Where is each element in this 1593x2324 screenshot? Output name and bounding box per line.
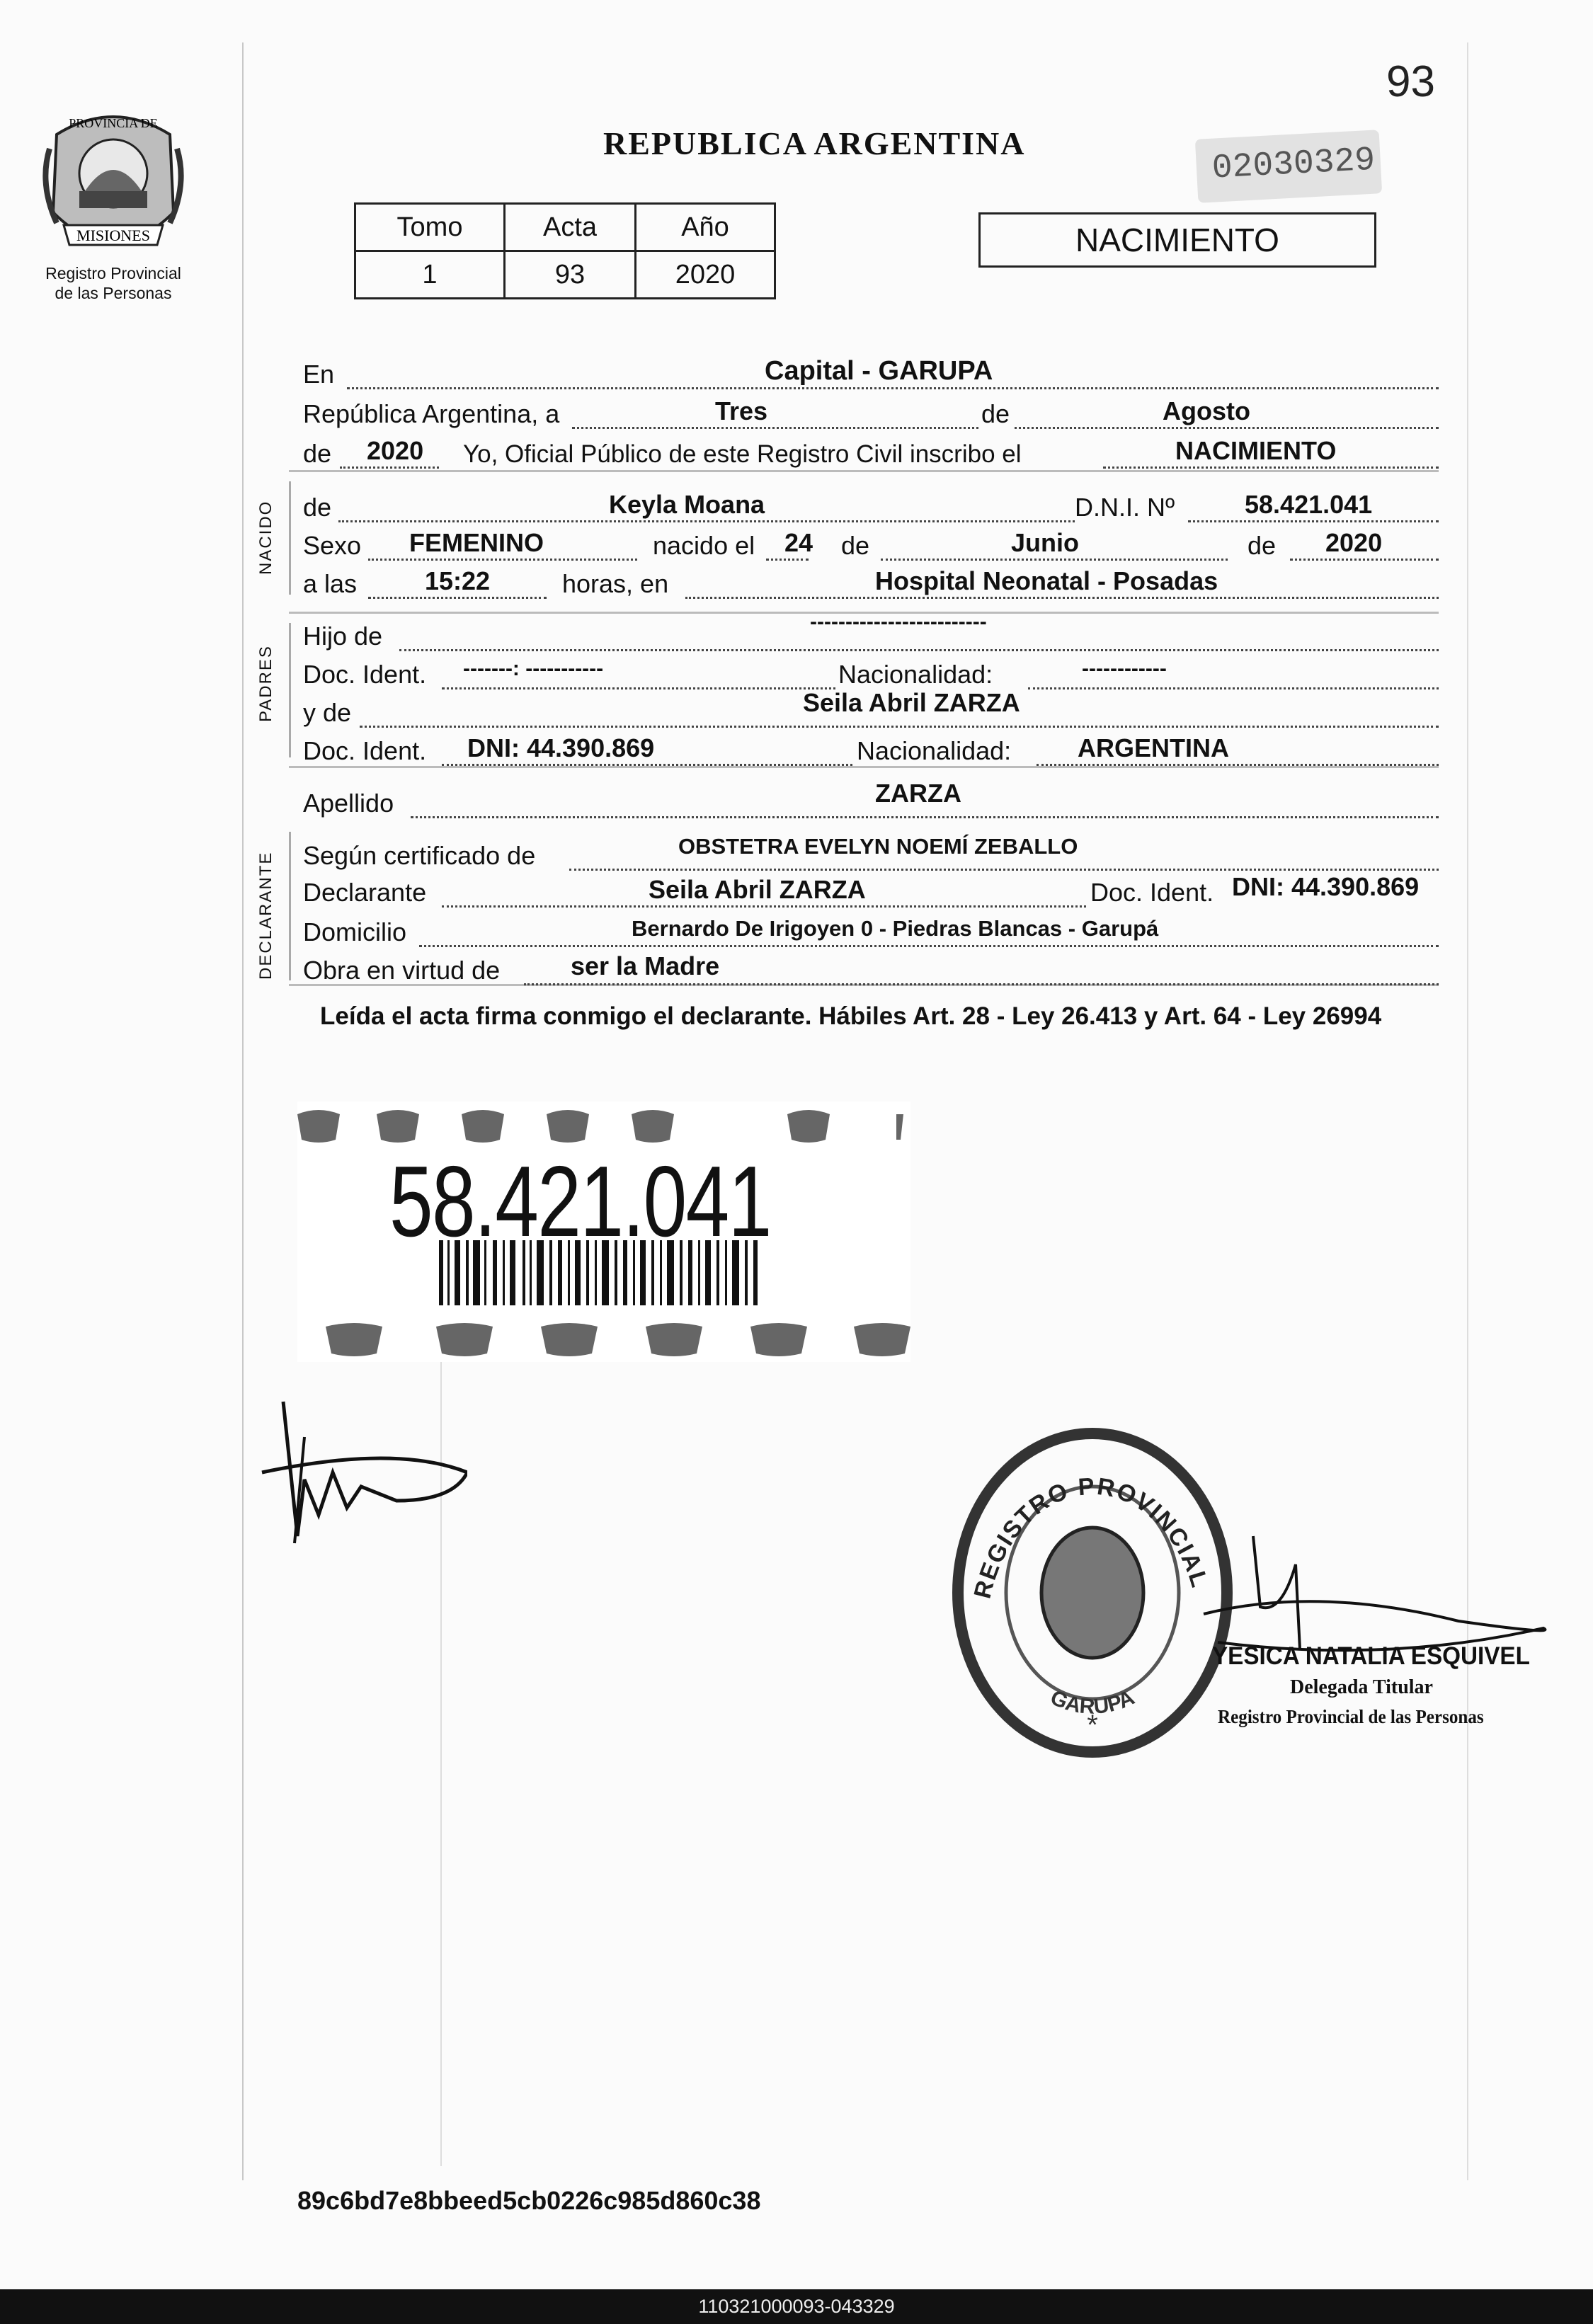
label-alas: a las bbox=[303, 569, 358, 598]
label-horas: horas, en bbox=[562, 569, 669, 598]
signatory-name: YESICA NATALIA ESQUIVEL bbox=[1212, 1642, 1530, 1670]
logo-bottom-text: MISIONES bbox=[76, 227, 150, 244]
row-anio bbox=[303, 433, 1439, 473]
label-obra: Obra en virtud de bbox=[303, 956, 501, 985]
dotted-line bbox=[881, 559, 1228, 561]
value-anio: 2020 bbox=[636, 251, 775, 299]
section-label-declarante: DECLARANTE bbox=[256, 851, 275, 980]
row-apellido bbox=[303, 779, 1439, 823]
row-domicilio bbox=[303, 912, 1439, 951]
label-doc1: Doc. Ident. bbox=[303, 660, 427, 689]
label-yde: y de bbox=[303, 698, 352, 727]
section-bar-nacido bbox=[289, 481, 291, 595]
value-mes: Agosto bbox=[1163, 396, 1250, 425]
section-label-padres: PADRES bbox=[256, 645, 275, 722]
dotted-line bbox=[368, 559, 637, 561]
value-nac-mes: Junio bbox=[1011, 528, 1079, 557]
label-doc2: Doc. Ident. bbox=[303, 736, 427, 765]
value-madre: Seila Abril ZARZA bbox=[803, 688, 1020, 717]
row-doc2 bbox=[303, 731, 1439, 770]
registry-caption-line1: Registro Provincial bbox=[45, 264, 181, 282]
footer-code-bar bbox=[0, 2289, 1593, 2324]
value-nac1: ------------ bbox=[1082, 657, 1167, 680]
registry-caption-line2: de las Personas bbox=[55, 284, 172, 302]
value-tomo: 1 bbox=[355, 251, 505, 299]
label-de-mes: de bbox=[978, 399, 1012, 429]
value-inscribo: NACIMIENTO bbox=[1175, 436, 1337, 465]
signatory-role: Delegada Titular bbox=[1290, 1676, 1433, 1698]
dotted-line bbox=[1290, 559, 1439, 561]
label-domicilio: Domicilio bbox=[303, 917, 407, 946]
dotted-line bbox=[766, 559, 809, 561]
stamp-top-text: REGISTRO PROVINCIAL bbox=[969, 1472, 1214, 1601]
value-doc2: DNI: 44.390.869 bbox=[467, 733, 655, 762]
act-reference-table bbox=[354, 202, 776, 299]
value-nac-dia: 24 bbox=[784, 528, 813, 557]
dotted-line bbox=[399, 649, 1439, 651]
dotted-line bbox=[411, 816, 1439, 818]
value-decl-doc: DNI: 44.390.869 bbox=[1232, 872, 1420, 901]
dotted-line bbox=[685, 597, 1439, 599]
logo-top-text: PROVINCIA DE bbox=[69, 116, 158, 130]
document-hash: 89c6bd7e8bbeed5cb0226c985d860c38 bbox=[297, 2186, 761, 2215]
registry-caption bbox=[28, 263, 198, 303]
dotted-line bbox=[368, 597, 547, 599]
dni-label-number: 58.421.041 bbox=[389, 1145, 771, 1258]
dotted-line bbox=[360, 726, 1439, 728]
value-anio: 2020 bbox=[367, 436, 424, 465]
page-number: 93 bbox=[1386, 57, 1435, 106]
section-bar-padres bbox=[289, 623, 291, 757]
dotted-line bbox=[340, 466, 439, 469]
signatory-office: Registro Provincial de las Personas bbox=[1218, 1706, 1484, 1727]
label-republica: República Argentina, a bbox=[303, 399, 560, 428]
value-en: Capital - GARUPA bbox=[765, 356, 993, 386]
row-yde bbox=[303, 688, 1439, 732]
stamp-bottom-text: GARUPA bbox=[1046, 1685, 1138, 1719]
dotted-line bbox=[338, 520, 1075, 522]
value-dni: 58.421.041 bbox=[1245, 490, 1373, 519]
legal-statement: Leída el acta firma conmigo el declarante. Hábiles Art. 28 - Ley 26.413 y Art. 64 - Ley 26994 bbox=[320, 1002, 1382, 1030]
label-nac2: Nacionalidad: bbox=[854, 736, 1014, 766]
value-nombre: Keyla Moana bbox=[609, 490, 765, 519]
value-declarante: Seila Abril ZARZA bbox=[649, 875, 866, 904]
label-cert: Según certificado de bbox=[303, 841, 536, 870]
row-sexo bbox=[303, 525, 1439, 565]
value-nac-anio: 2020 bbox=[1325, 528, 1383, 557]
label-nac-de: de bbox=[841, 531, 870, 560]
label-nac-de2: de bbox=[1247, 531, 1277, 560]
dotted-line bbox=[1188, 520, 1439, 522]
label-dni: D.N.I. Nº bbox=[1075, 493, 1175, 522]
value-dia: Tres bbox=[715, 396, 768, 425]
label-nacido: nacido el bbox=[653, 531, 755, 560]
row-en bbox=[303, 354, 1439, 394]
value-sexo: FEMENINO bbox=[409, 528, 544, 557]
value-cert: OBSTETRA EVELYN NOEMÍ ZEBALLO bbox=[678, 834, 1078, 859]
row-nombre bbox=[303, 487, 1439, 527]
footer-code: 110321000093-043329 bbox=[698, 2296, 895, 2317]
dotted-line bbox=[1037, 764, 1439, 766]
margin-line-left bbox=[242, 42, 244, 2180]
province-seal-logo bbox=[35, 106, 191, 263]
value-acta: 93 bbox=[505, 251, 636, 299]
dotted-line bbox=[1103, 466, 1439, 469]
row-hijo bbox=[303, 610, 1439, 656]
label-de-nombre: de bbox=[303, 493, 332, 522]
svg-text:*: * bbox=[1087, 1710, 1098, 1741]
value-nac2: ARGENTINA bbox=[1078, 733, 1229, 762]
document-title: REPUBLICA ARGENTINA bbox=[603, 125, 1026, 161]
label-hijo: Hijo de bbox=[303, 622, 383, 651]
section-bar-declarante bbox=[289, 832, 291, 980]
dotted-line bbox=[1028, 687, 1439, 689]
header-acta: Acta bbox=[505, 204, 636, 251]
row-declarante bbox=[303, 872, 1439, 912]
dotted-line bbox=[347, 387, 1439, 389]
label-en: En bbox=[303, 360, 335, 389]
value-lugar: Hospital Neonatal - Posadas bbox=[875, 566, 1218, 595]
label-nac1: Nacionalidad: bbox=[835, 660, 995, 689]
row-certificado bbox=[303, 835, 1439, 875]
serial-stamp-number: 02030329 bbox=[1211, 141, 1376, 188]
row-republica bbox=[303, 394, 1439, 433]
value-domicilio: Bernardo De Irigoyen 0 - Piedras Blancas - Garupá bbox=[632, 916, 1159, 941]
dni-barcode-label bbox=[297, 1101, 910, 1362]
label-apellido: Apellido bbox=[303, 789, 394, 818]
value-obra: ser la Madre bbox=[571, 951, 720, 980]
dotted-line bbox=[419, 945, 1439, 947]
header-tomo: Tomo bbox=[355, 204, 505, 251]
row-hora bbox=[303, 563, 1439, 603]
row-obra bbox=[303, 950, 1439, 990]
label-decl-doc: Doc. Ident. bbox=[1087, 878, 1216, 908]
label-declarante: Declarante bbox=[303, 878, 427, 907]
act-type-box: NACIMIENTO bbox=[978, 212, 1376, 268]
dotted-line bbox=[524, 983, 1439, 985]
dotted-line bbox=[569, 869, 1439, 871]
declarant-signature bbox=[255, 1395, 467, 1564]
value-padre: ------------------------- bbox=[810, 610, 987, 634]
margin-line-right bbox=[1467, 42, 1468, 2180]
value-apellido: ZARZA bbox=[875, 779, 961, 808]
serial-stamp bbox=[1195, 130, 1382, 202]
value-doc1: -------: ----------- bbox=[463, 657, 604, 680]
section-label-nacido: NACIDO bbox=[256, 500, 275, 575]
label-sexo: Sexo bbox=[303, 531, 362, 560]
value-hora: 15:22 bbox=[425, 566, 491, 595]
header-anio: Año bbox=[636, 204, 775, 251]
label-de-anio: de bbox=[303, 439, 332, 468]
label-yo: Yo, Oficial Público de este Registro Civil inscribo el bbox=[463, 440, 1022, 468]
